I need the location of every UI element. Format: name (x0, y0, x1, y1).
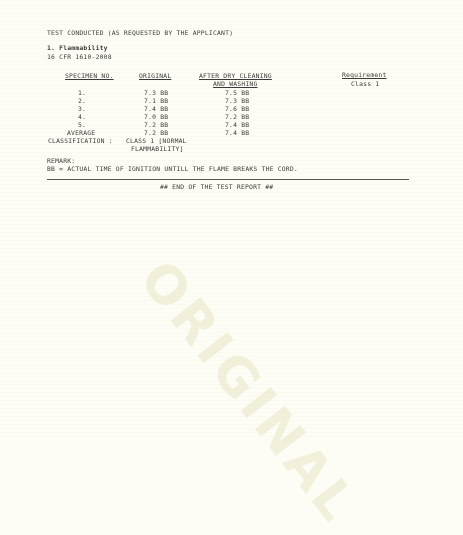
table-row-specimen: 5. (78, 121, 87, 129)
col-header-requirement: Requirement (342, 71, 387, 79)
end-of-report: ## END OF THE TEST REPORT ## (160, 183, 274, 191)
table-row-original: 7.4 BB (144, 105, 169, 113)
remark-label: REMARK: (47, 157, 76, 165)
table-row-original: 7.2 BB (144, 121, 169, 129)
table-row-specimen: 4. (78, 113, 87, 121)
classification-value-cont: FLAMMABILITY] (131, 145, 184, 153)
average-after: 7.4 BB (225, 129, 250, 137)
col-header-after-1: AFTER DRY CLEANING (199, 72, 272, 80)
watermark: ORIGINAL (127, 250, 369, 535)
table-row-original: 7.0 BB (144, 113, 169, 121)
table-row-original: 7.3 BB (144, 89, 169, 97)
requirement-value: Class 1 (351, 80, 380, 88)
section-title: 1. Flammability (47, 44, 108, 52)
col-header-after-2: AND WASHING (213, 80, 258, 88)
remark-text: BB = ACTUAL TIME OF IGNITION UNTILL THE FLAME BREAKS THE CORD. (47, 165, 298, 173)
table-row-original: 7.1 BB (144, 97, 169, 105)
classification-label: CLASSIFICATION : (48, 137, 113, 145)
col-header-original: ORIGINAL (139, 72, 172, 80)
classification-value: CLASS 1 [NORMAL (126, 137, 187, 145)
divider (47, 179, 409, 180)
table-row-specimen: 1. (78, 89, 87, 97)
average-original: 7.2 BB (144, 129, 169, 137)
table-row-after: 7.4 BB (225, 121, 250, 129)
table-row-after: 7.5 BB (225, 89, 250, 97)
col-header-specimen: SPECIMEN NO. (65, 72, 114, 80)
section-standard: 16 CFR 1610-2008 (47, 53, 112, 61)
table-row-specimen: 2. (78, 97, 87, 105)
table-row-after: 7.6 BB (225, 105, 250, 113)
table-row-after: 7.3 BB (225, 97, 250, 105)
average-label: AVERAGE (67, 129, 96, 137)
report-header: TEST CONDUCTED (AS REQUESTED BY THE APPLICANT) (47, 29, 234, 37)
table-row-specimen: 3. (78, 105, 87, 113)
table-row-after: 7.2 BB (225, 113, 250, 121)
